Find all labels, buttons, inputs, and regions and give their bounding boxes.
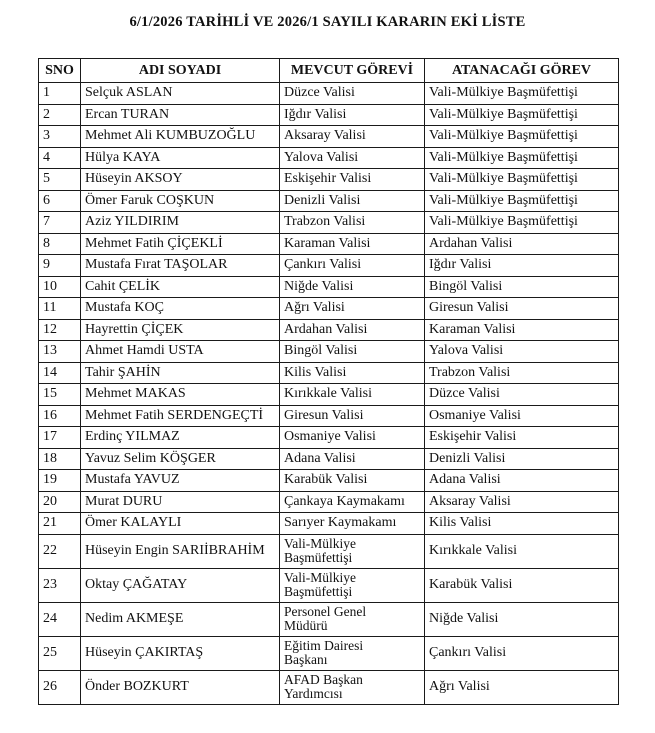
row-number: 20 bbox=[39, 491, 81, 513]
new-post: Kilis Valisi bbox=[425, 513, 619, 535]
table-row bbox=[39, 169, 619, 191]
row-number: 2 bbox=[39, 104, 81, 126]
current-post: Bingöl Valisi bbox=[280, 341, 425, 363]
new-post: Karabük Valisi bbox=[425, 568, 619, 602]
row-number: 9 bbox=[39, 255, 81, 277]
current-post-line: Başmüfettişi bbox=[284, 550, 353, 565]
current-post: Trabzon Valisi bbox=[280, 212, 425, 234]
table-row bbox=[39, 233, 619, 255]
row-number: 17 bbox=[39, 427, 81, 449]
person-name: Hüseyin Engin SARIİBRAHİM bbox=[81, 534, 280, 568]
table-row bbox=[39, 298, 619, 320]
table-row bbox=[39, 104, 619, 126]
person-name: Nedim AKMEŞE bbox=[81, 602, 280, 636]
table-row bbox=[39, 470, 619, 492]
table-row bbox=[39, 126, 619, 148]
table-row bbox=[39, 212, 619, 234]
table-row bbox=[39, 341, 619, 363]
new-post: Eskişehir Valisi bbox=[425, 427, 619, 449]
current-post: Kırıkkale Valisi bbox=[280, 384, 425, 406]
table-row bbox=[39, 405, 619, 427]
row-number: 16 bbox=[39, 405, 81, 427]
table-row bbox=[39, 190, 619, 212]
appointment-table bbox=[38, 58, 619, 705]
person-name: Mustafa KOÇ bbox=[81, 298, 280, 320]
person-name: Ahmet Hamdi USTA bbox=[81, 341, 280, 363]
table-row bbox=[39, 534, 619, 568]
person-name: Mehmet Ali KUMBUZOĞLU bbox=[81, 126, 280, 148]
person-name: Tahir ŞAHİN bbox=[81, 362, 280, 384]
row-number: 15 bbox=[39, 384, 81, 406]
current-post bbox=[280, 534, 425, 568]
current-post: Ağrı Valisi bbox=[280, 298, 425, 320]
table-row bbox=[39, 83, 619, 105]
new-post: Vali-Mülkiye Başmüfettişi bbox=[425, 169, 619, 191]
table-row bbox=[39, 568, 619, 602]
table-header-row bbox=[39, 59, 619, 83]
row-number: 22 bbox=[39, 534, 81, 568]
new-post: Ardahan Valisi bbox=[425, 233, 619, 255]
current-post bbox=[280, 568, 425, 602]
person-name: Mehmet Fatih SERDENGEÇTİ bbox=[81, 405, 280, 427]
row-number: 4 bbox=[39, 147, 81, 169]
new-post: Vali-Mülkiye Başmüfettişi bbox=[425, 104, 619, 126]
current-post: Eskişehir Valisi bbox=[280, 169, 425, 191]
new-post: Vali-Mülkiye Başmüfettişi bbox=[425, 147, 619, 169]
table-row bbox=[39, 255, 619, 277]
row-number: 3 bbox=[39, 126, 81, 148]
new-post: Çankırı Valisi bbox=[425, 636, 619, 670]
current-post: Ardahan Valisi bbox=[280, 319, 425, 341]
current-post-line: Personel Genel bbox=[284, 604, 367, 619]
current-post-line: Eğitim Dairesi bbox=[284, 638, 364, 653]
person-name: Aziz YILDIRIM bbox=[81, 212, 280, 234]
new-post: Denizli Valisi bbox=[425, 448, 619, 470]
table-row bbox=[39, 491, 619, 513]
new-post: Vali-Mülkiye Başmüfettişi bbox=[425, 212, 619, 234]
table-row bbox=[39, 602, 619, 636]
current-post: Yalova Valisi bbox=[280, 147, 425, 169]
person-name: Mustafa Fırat TAŞOLAR bbox=[81, 255, 280, 277]
new-post: Bingöl Valisi bbox=[425, 276, 619, 298]
person-name: Ömer Faruk COŞKUN bbox=[81, 190, 280, 212]
table-row bbox=[39, 636, 619, 670]
current-post: Iğdır Valisi bbox=[280, 104, 425, 126]
table-row bbox=[39, 362, 619, 384]
row-number: 11 bbox=[39, 298, 81, 320]
row-number: 6 bbox=[39, 190, 81, 212]
person-name: Mehmet MAKAS bbox=[81, 384, 280, 406]
person-name: Hülya KAYA bbox=[81, 147, 280, 169]
current-post: Aksaray Valisi bbox=[280, 126, 425, 148]
person-name: Murat DURU bbox=[81, 491, 280, 513]
new-post: Vali-Mülkiye Başmüfettişi bbox=[425, 190, 619, 212]
table-row bbox=[39, 276, 619, 298]
current-post-line: Müdürü bbox=[284, 618, 328, 633]
current-post: Çankırı Valisi bbox=[280, 255, 425, 277]
person-name: Hüseyin AKSOY bbox=[81, 169, 280, 191]
row-number: 25 bbox=[39, 636, 81, 670]
table-row bbox=[39, 513, 619, 535]
current-post: Giresun Valisi bbox=[280, 405, 425, 427]
new-post: Iğdır Valisi bbox=[425, 255, 619, 277]
new-post: Trabzon Valisi bbox=[425, 362, 619, 384]
row-number: 19 bbox=[39, 470, 81, 492]
new-post: Adana Valisi bbox=[425, 470, 619, 492]
header-sno: SNO bbox=[39, 59, 81, 83]
new-post: Giresun Valisi bbox=[425, 298, 619, 320]
person-name: Mehmet Fatih ÇİÇEKLİ bbox=[81, 233, 280, 255]
current-post: Denizli Valisi bbox=[280, 190, 425, 212]
table-row bbox=[39, 147, 619, 169]
new-post: Osmaniye Valisi bbox=[425, 405, 619, 427]
person-name: Hayrettin ÇİÇEK bbox=[81, 319, 280, 341]
row-number: 10 bbox=[39, 276, 81, 298]
person-name: Selçuk ASLAN bbox=[81, 83, 280, 105]
row-number: 7 bbox=[39, 212, 81, 234]
person-name: Ercan TURAN bbox=[81, 104, 280, 126]
current-post-line: Vali-Mülkiye bbox=[284, 570, 356, 585]
row-number: 8 bbox=[39, 233, 81, 255]
row-number: 5 bbox=[39, 169, 81, 191]
person-name: Hüseyin ÇAKIRTAŞ bbox=[81, 636, 280, 670]
current-post bbox=[280, 602, 425, 636]
new-post: Yalova Valisi bbox=[425, 341, 619, 363]
current-post: Çankaya Kaymakamı bbox=[280, 491, 425, 513]
person-name: Cahit ÇELİK bbox=[81, 276, 280, 298]
new-post: Vali-Mülkiye Başmüfettişi bbox=[425, 126, 619, 148]
table-row bbox=[39, 319, 619, 341]
person-name: Oktay ÇAĞATAY bbox=[81, 568, 280, 602]
document-title: 6/1/2026 TARİHLİ VE 2026/1 SAYILI KARARIN EKİ LİSTE bbox=[129, 14, 526, 30]
current-post bbox=[280, 636, 425, 670]
row-number: 24 bbox=[39, 602, 81, 636]
new-post: Aksaray Valisi bbox=[425, 491, 619, 513]
new-post: Ağrı Valisi bbox=[425, 670, 619, 704]
person-name: Önder BOZKURT bbox=[81, 670, 280, 704]
row-number: 21 bbox=[39, 513, 81, 535]
person-name: Yavuz Selim KÖŞGER bbox=[81, 448, 280, 470]
current-post: Niğde Valisi bbox=[280, 276, 425, 298]
current-post-line: Vali-Mülkiye bbox=[284, 536, 356, 551]
new-post: Kırıkkale Valisi bbox=[425, 534, 619, 568]
header-current-post: MEVCUT GÖREVİ bbox=[280, 59, 425, 83]
current-post-line: Başmüfettişi bbox=[284, 584, 353, 599]
row-number: 1 bbox=[39, 83, 81, 105]
current-post: Karabük Valisi bbox=[280, 470, 425, 492]
row-number: 26 bbox=[39, 670, 81, 704]
row-number: 18 bbox=[39, 448, 81, 470]
table-body bbox=[39, 83, 619, 705]
current-post: Sarıyer Kaymakamı bbox=[280, 513, 425, 535]
current-post: Kilis Valisi bbox=[280, 362, 425, 384]
header-name: ADI SOYADI bbox=[81, 59, 280, 83]
new-post: Niğde Valisi bbox=[425, 602, 619, 636]
row-number: 23 bbox=[39, 568, 81, 602]
person-name: Erdinç YILMAZ bbox=[81, 427, 280, 449]
row-number: 14 bbox=[39, 362, 81, 384]
table-row bbox=[39, 427, 619, 449]
current-post-line: Yardımcısı bbox=[284, 686, 343, 701]
table-row bbox=[39, 448, 619, 470]
current-post-line: Başkanı bbox=[284, 652, 328, 667]
new-post: Düzce Valisi bbox=[425, 384, 619, 406]
new-post: Karaman Valisi bbox=[425, 319, 619, 341]
person-name: Mustafa YAVUZ bbox=[81, 470, 280, 492]
new-post: Vali-Mülkiye Başmüfettişi bbox=[425, 83, 619, 105]
person-name: Ömer KALAYLI bbox=[81, 513, 280, 535]
header-new-post: ATANACAĞI GÖREV bbox=[425, 59, 619, 83]
current-post: Adana Valisi bbox=[280, 448, 425, 470]
current-post: Düzce Valisi bbox=[280, 83, 425, 105]
row-number: 12 bbox=[39, 319, 81, 341]
current-post: Osmaniye Valisi bbox=[280, 427, 425, 449]
table-row bbox=[39, 384, 619, 406]
table-row bbox=[39, 670, 619, 704]
current-post: Karaman Valisi bbox=[280, 233, 425, 255]
current-post-line: AFAD Başkan bbox=[284, 672, 363, 687]
current-post bbox=[280, 670, 425, 704]
row-number: 13 bbox=[39, 341, 81, 363]
